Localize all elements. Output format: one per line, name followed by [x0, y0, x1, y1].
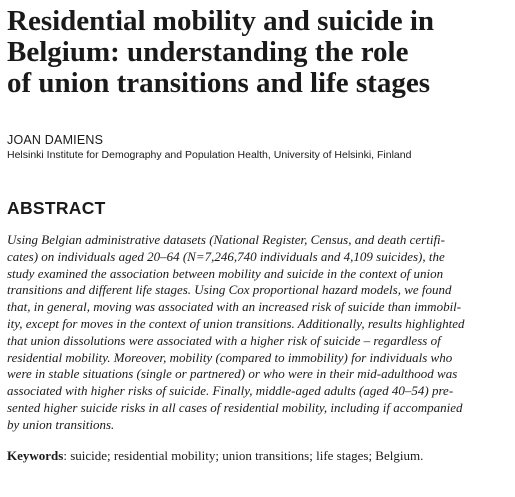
keywords-label: Keywords	[7, 447, 64, 463]
abstract-text	[7, 232, 503, 434]
abstract-line: by union transitions.	[7, 416, 115, 432]
abstract-line: were in stable situations (single or partnered) or who were in their mid-adulthood was	[7, 366, 458, 382]
abstract-line: sented higher suicide risks in all cases of residential mobility, including if accompanied	[7, 399, 463, 415]
keywords-list: : suicide; residential mobility; union transitions; life stages; Belgium.	[63, 447, 424, 463]
abstract-line: Using Belgian administrative datasets (National Register, Census, and death certifi-	[7, 232, 445, 247]
author-affiliation: Helsinki Institute for Demography and Population Health, University of Helsinki, Finland	[7, 149, 412, 161]
abstract-heading: ABSTRACT	[7, 198, 106, 218]
abstract-line: study examined the association between mobility and suicide in the context of union	[7, 265, 444, 281]
abstract-line: that union dissolutions were associated with a higher risk of suicide – regardless of	[7, 332, 441, 348]
abstract-line: that, in general, moving was associated with an increased risk of suicide than immobil-	[7, 299, 462, 315]
abstract-line: ity, except for moves in the context of union transitions. Additionally, results highlighted	[7, 315, 465, 331]
title-line: Belgium: understanding the role	[7, 36, 409, 68]
keywords	[7, 448, 507, 464]
abstract-line: cates) on individuals aged 20–64 (N=7,246,740 individuals and 4,109 suicides), the	[7, 248, 445, 264]
title-line: Residential mobility and suicide in	[7, 5, 435, 37]
abstract-line: associated with higher risks of suicide. Finally, middle-aged adults (aged 40–54) pre-	[7, 383, 454, 399]
paper-page	[7, 0, 507, 464]
title-line: of union transitions and life stages	[7, 67, 430, 99]
abstract-line: transitions and different life stages. Using Cox proportional hazard models, we found	[7, 282, 452, 298]
paper-title	[7, 6, 507, 99]
author-name: JOAN DAMIENS	[7, 133, 104, 147]
abstract-line: residential mobility. Moreover, mobility (compared to immobility) for individuals who	[7, 349, 453, 365]
